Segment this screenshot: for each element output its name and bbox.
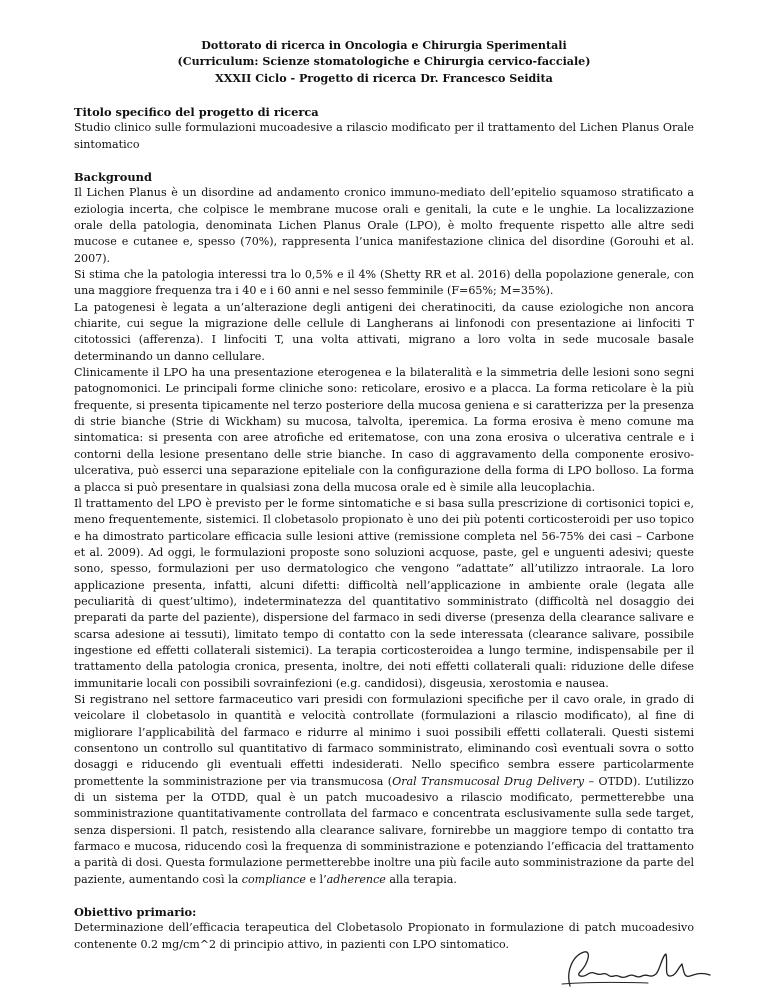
document-page [74, 38, 694, 953]
title-heading: Titolo specifico del progetto di ricerca [74, 105, 319, 120]
italic-term: adherence [326, 872, 386, 886]
header-line-1: Dottorato di ricerca in Oncologia e Chirurgia Sperimentali [201, 39, 567, 52]
italic-term: compliance [241, 872, 306, 886]
background-paragraph: Il Lichen Planus è un disordine ad andamento cronico immuno-mediato dell’epitelio squamoso stratificato a eziologia incerta, che colpisce le membrane mucose orali e genitali, la cute e le unghie. La localizzazione orale della patologia, denominata Lichen Planus Orale (LPO), è molto frequente rispetto alle altre sedi mucose e cutanee e, spesso (70%), rappresenta l’unica manifestazione clinica del disordine (Gorouhi et al. 2007). [74, 186, 694, 265]
document-header [74, 38, 694, 87]
title-section [74, 104, 694, 153]
header-line-2: (Curriculum: Scienze stomatologiche e Chirurgia cervico-facciale) [177, 55, 591, 69]
header-line-3: XXXII Ciclo - Progetto di ricerca Dr. Francesco Seidita [215, 71, 553, 85]
text-run: – OTDD). L’utilizzo di un sistema per la OTDD, qual è un patch mucoadesivo a rilascio modificato, permetterebbe una somministrazione quantitativamente controllata del farmaco e concentrata esclusivamente sulla sede target, senza dispersioni. Il patch, resistendo alla clearance salivare, fornirebbe un maggiore tempo di contatto tra farmaco e mucosa, riducendo così la frequenza di somministrazione e potenziando l’efficacia del trattamento a parità di dosi. Questa formulazione permetterebbe inoltre una più facile auto somministrazione da parte del paziente, aumentando così la [74, 774, 694, 886]
background-paragraph: Il trattamento del LPO è previsto per le forme sintomatiche e si basa sulla prescrizione di cortisonici topici e, meno frequentemente, sistemici. Il clobetasolo propionato è uno dei più potenti corticosteroidi per uso topico e ha dimostrato particolare efficacia sulle lesioni attive (remissione completa nel 56-75% dei casi – Carbone et al. 2009). Ad oggi, le formulazioni proposte sono soluzioni acquose, paste, gel e unguenti adesivi; queste sono, spesso, formulazioni per uso dermatologico che vengono “adattate” all’utilizzo intraorale. La loro applicazione presenta, infatti, alcuni difetti: difficoltà nell’applicazione in ambiente orale (legata alle peculiarità di quest’ultimo), indeterminatezza del quantitativo somministrato (difficoltà nel dosaggio dei preparati da parte del paziente), dispersione del farmaco in sedi diverse (presenza della clearance salivare e scarsa adesione ai tessuti), limitato tempo di contatto con la sede interessata (clearance salivare, possibile ingestione ed effetti collaterali sistemici). La terapia corticosteroidea a lungo termine, indispensabile per il trattamento della patologia cronica, presenta, inoltre, dei noti effetti collaterali quali: riduzione delle difese immunitarie locali con possibili sovrainfezioni (e.g. candidosi), disgeusia, xerostomia e nausea. [74, 496, 694, 690]
text-run: Si registrano nel settore farmaceutico vari presidi con formulazioni specifiche per il cavo orale, in grado di veicolare il clobetasolo in quantità e velocità controllate (formulazioni a rilascio modificato), al fine di migliorare l’applicabilità del farmaco e ridurre al minimo i suoi possibili effetti collaterali. Questi sistemi consentono un controllo sul quantitativo di farmaco somministrato, eliminando così eventuali sovra o sotto dosaggi e riducendo gli eventuali effetti indesiderati. Nello specifico sembra essere particolarmente promettente la somministrazione per via transmucosa ( [74, 692, 694, 788]
background-heading: Background [74, 170, 152, 185]
objective-heading: Obiettivo primario: [74, 905, 197, 920]
italic-term: Oral Transmucosal Drug Delivery [392, 774, 585, 788]
background-section [74, 169, 694, 888]
text-run: alla terapia. [385, 872, 457, 886]
objective-text: Determinazione dell’efficacia terapeutica del Clobetasolo Propionato in formulazione di patch mucoadesivo contenente 0.2 mg/cm^2 di principio attivo, in pazienti con LPO sintomatico. [74, 921, 694, 951]
background-paragraph: La patogenesi è legata a un’alterazione degli antigeni dei cheratinociti, da cause eziologiche non ancora chiarite, cui segue la migrazione delle cellule di Langherans ai linfonodi con presentazione ai linfociti T citotossici (afferenza). I linfociti T, una volta attivati, migrano a loro volta in sede mucosale basale determinando un danno cellulare. [74, 300, 694, 363]
text-run: e l’ [305, 872, 327, 886]
background-paragraph: Clinicamente il LPO ha una presentazione eterogenea e la bilateralità e la simmetria delle lesioni sono segni patognomonici. Le principali forme cliniche sono: reticolare, erosivo e a placca. La forma reticolare è la più frequente, si presenta tipicamente nel terzo posteriore della mucosa geniena e si caratterizza per la presenza di strie bianche (Strie di Wickham) su mucosa, talvolta, iperemica. La forma erosiva è meno comune ma sintomatica: si presenta con aree atrofiche ed eritematose, con una zona erosiva o ulcerativa centrale e i contorni della lesione presentano delle strie bianche. In caso di aggravamento della componente erosivo-ulcerativa, può esserci una separazione epiteliale con la configurazione della forma di LPO bolloso. La forma a placca si può presentare in qualsiasi zona della mucosa orale ed è simile alla leucoplachia. [74, 366, 694, 494]
handwritten-signature [558, 946, 718, 990]
title-text: Studio clinico sulle formulazioni mucoadesive a rilascio modificato per il trattamento del Lichen Planus Orale sintomatico [74, 121, 694, 151]
background-paragraph: Si stima che la patologia interessi tra lo 0,5% e il 4% (Shetty RR et al. 2016) della popolazione generale, con una maggiore frequenza tra i 40 e i 60 anni e nel sesso femminile (F=65%; M=35%). [74, 268, 694, 298]
background-paragraph-last [74, 692, 694, 888]
